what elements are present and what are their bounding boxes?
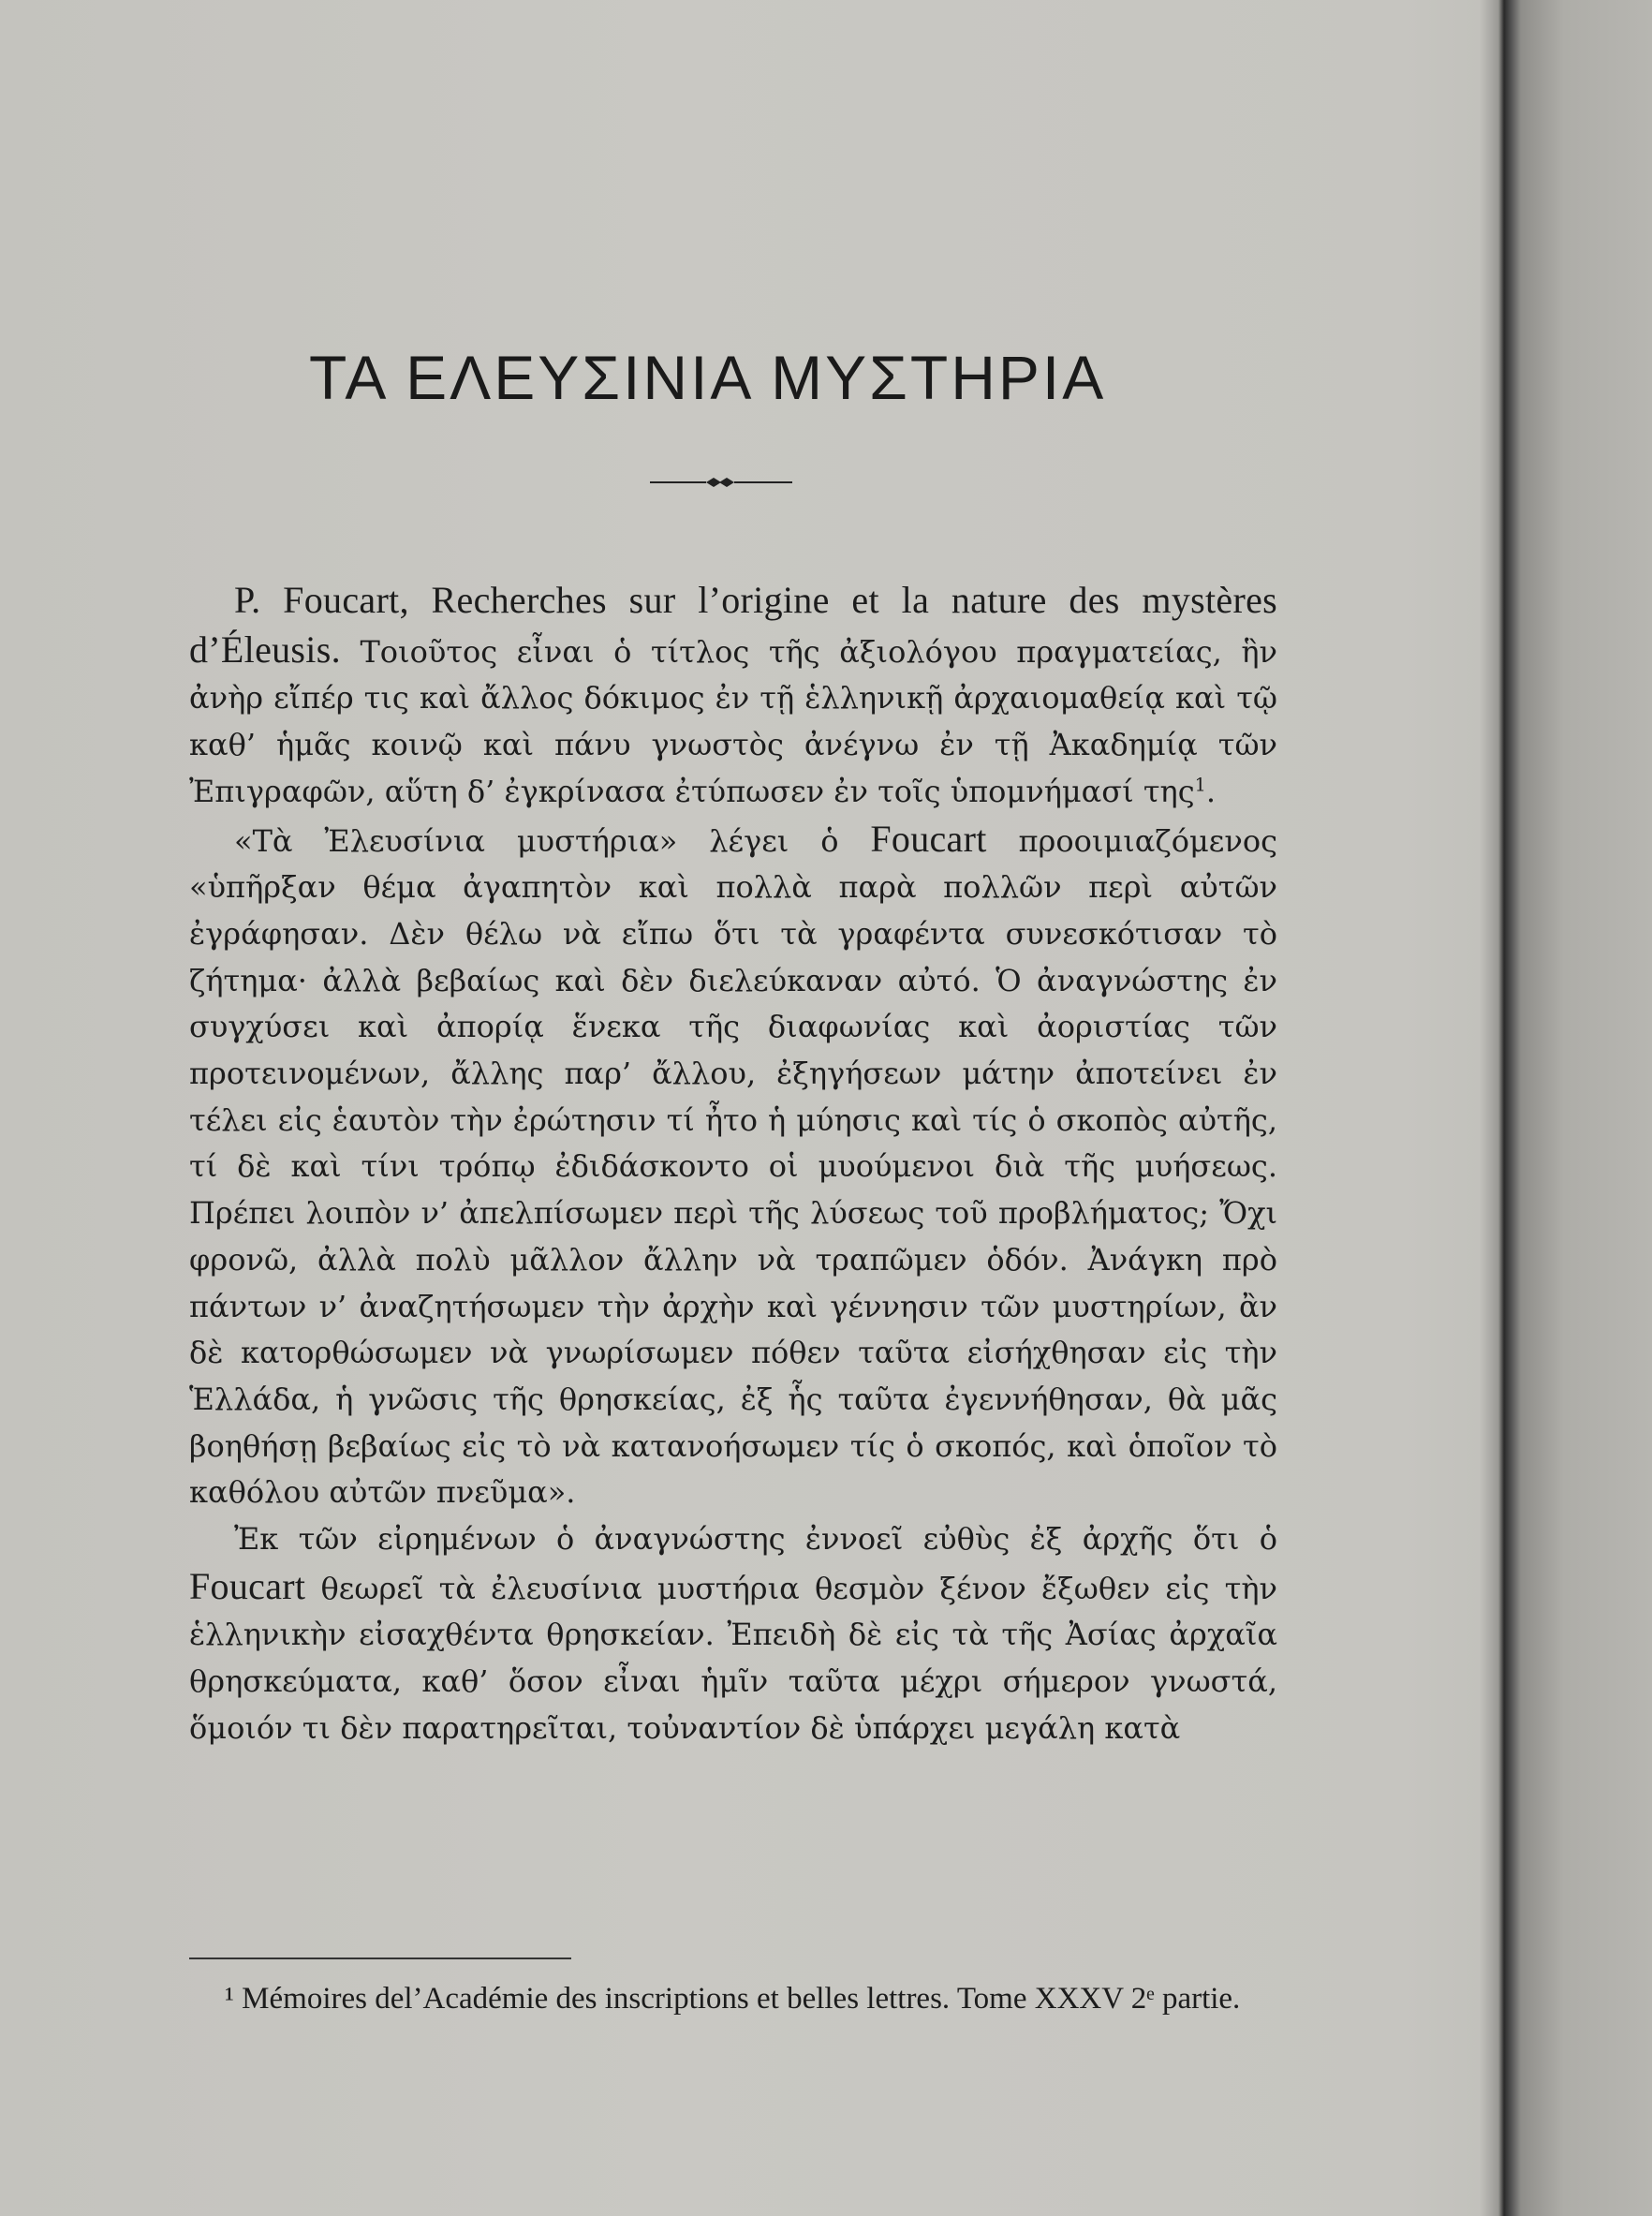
greek-text: «Τὰ Ἐλευσίνια μυστήρια» λέγει ὁ [234,822,871,859]
greek-text: θεωρεῖ τὰ ἐλευσίνια μυστήρια θεσμὸν ξένον ἔξωθεν εἰς τὴν ἑλληνικὴν εἰσαχθέντα θρησκείαν. Ἐπειδὴ δὲ εἰς τὰ τῆς Ἀσίας ἀρχαῖα θρησκεύματα, καθ’ ὅσον εἶναι ἡμῖν ταῦτα μέχρι σήμερον γνωστά, ὅμοιόν τι δὲν παρατηρεῖται, τοὐναντίον δὲ ὑπάρχει μεγάλη κατὰ [189,1570,1277,1746]
page-title: ΤΑ ΕΛΕΥΣΙΝΙΑ ΜΥΣΤΗΡΙΑ [309,343,1107,412]
paragraph-3 [189,1516,1277,1752]
author-name: Foucart [870,817,987,860]
period: . [1205,773,1217,809]
latin-citation: P. Foucart, Recherches sur l’origine et la nature des mystères d’Éleusis. [189,579,1277,671]
paragraph-1 [189,577,1277,816]
book-gutter [1480,0,1652,2216]
body-text [189,577,1277,1752]
footnote-text: Mémoires del’Académie des inscriptions et belles lettres. Tome XXXV 2ᵉ partie. [233,1982,1241,2016]
author-name: Foucart [189,1564,306,1607]
footnote [189,1978,1277,2019]
greek-text: Ἐκ τῶν εἰρημένων ὁ ἀναγνώστης ἐννοεῖ εὐθὺς ἐξ ἀρχῆς ὅτι ὁ [234,1521,1277,1558]
footnote-divider [189,1957,571,1959]
greek-text: προοιμιαζόμενος «ὑπῆρξαν θέμα ἀγαπητὸν καὶ πολλὰ παρὰ πολλῶν περὶ αὐτῶν ἐγράφησαν. Δὲν θέλω νὰ εἴπω ὅτι τὰ γραφέντα συνεσκότισαν τὸ ζήτημα· ἀλλὰ βεβαίως καὶ δὲν διελεύκαναν αὐτό. Ὁ ἀναγνώστης ἐν συγχύσει καὶ ἀπορίᾳ ἕνεκα τῆς διαφωνίας καὶ ἀοριστίας τῶν προτεινομένων, ἄλλης παρ’ ἄλλου, ἐξηγήσεων μάτην ἀποτείνει ἐν τέλει εἰς ἑαυτὸν τὴν ἐρώτησιν τί ἦτο ἡ μύησις καὶ τίς ὁ σκοπὸς αὐτῆς, τί δὲ καὶ τίνι τρόπῳ ἐδιδάσκοντο οἱ μυούμενοι διὰ τῆς μυήσεως. Πρέπει λοιπὸν ν’ ἀπελπίσωμεν περὶ τῆς λύσεως τοῦ προβλήματος; Ὄχι φρονῶ, ἀλλὰ πολὺ μᾶλλον ἄλλην νὰ τραπῶμεν ὁδόν. Ἀνάγκη πρὸ πάντων ν’ ἀναζητήσωμεν τὴν ἀρχὴν καὶ γέννησιν τῶν μυστηρίων, ἂν δὲ κατορθώσωμεν νὰ γνωρίσωμεν πόθεν ταῦτα εἰσήχθησαν εἰς τὴν Ἑλλάδα, ἡ γνῶσις τῆς θρησκείας, ἐξ ἧς ταῦτα ἐγεννήθησαν, θὰ μᾶς βοηθήσῃ βεβαίως εἰς τὸ νὰ κατανοήσωμεν τίς ὁ σκοπός, καὶ ὁποῖον τὸ καθόλου αὐτῶν πνεῦμα». [189,822,1278,1511]
greek-text: Τοιοῦτος εἶναι ὁ τίτλος τῆς ἀξιολόγου πραγματείας, ἣν ἀνὴρ εἴπέρ τις καὶ ἄλλος δόκιμος ἐν τῇ ἑλληνικῇ ἀρχαιομαθείᾳ καὶ τῷ καθ’ ἡμᾶς κοινῷ καὶ πάνυ γνωστὸς ἀνέγνω ἐν τῇ Ἀκαδημίᾳ τῶν Ἐπιγραφῶν, αὕτη δ’ ἐγκρίνασα ἐτύπωσεν ἐν τοῖς ὑπομνήμασί της [189,633,1277,809]
footnote-ref: 1 [1194,774,1206,796]
title-ornament [646,468,796,496]
paragraph-2 [189,816,1277,1517]
footnote-marker: ¹ [225,1982,234,2016]
